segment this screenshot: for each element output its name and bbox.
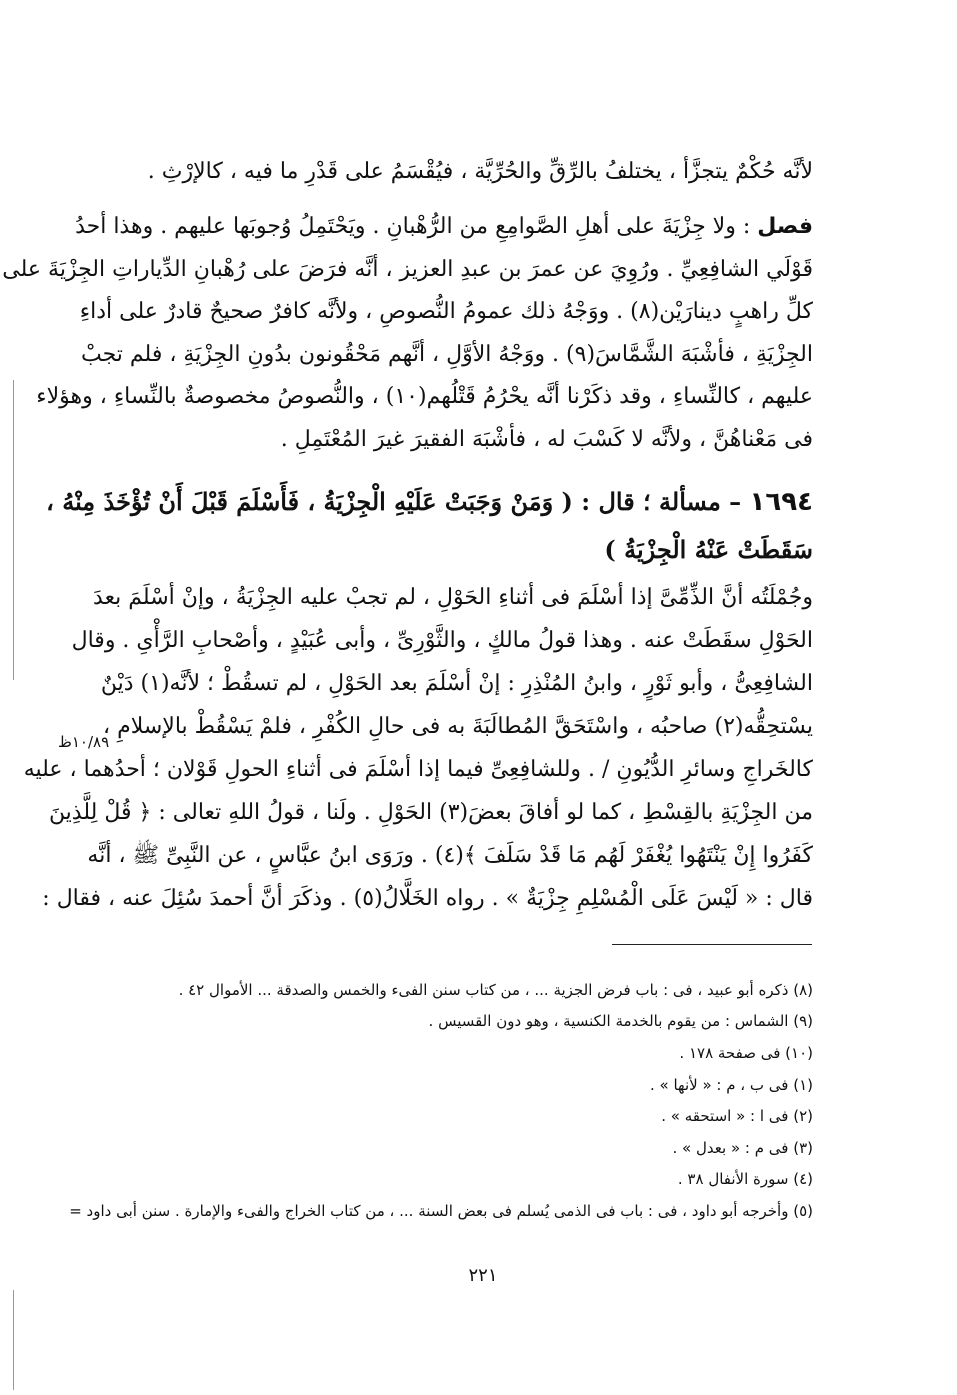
text-line: كَفَرُوا إِنْ يَنْتَهُوا يُغْفَرْ لَهُم مَا قَدْ سَلَفَ ﴾(٤) . ورَوَى ابنُ عبَّاسٍ ، عن النَّبِىِّ ﷺ ، أنَّه — [87, 842, 813, 868]
text-line: الشافِعِىُّ ، وأبو ثَوْرٍ ، وابنُ المُنْذِرِ : إنْ أسْلَمَ بعد الحَوْلِ ، لم تسقُطْ ؛ لأنَّه(١) دَيْنٌ — [100, 670, 813, 696]
text-line: يسْتحِقُّه(٢) صاحبُه ، واسْتَحَقَّ المُطالَبَةَ به فى حالِ الكُفْرِ ، فلمْ يَسْقُطْ بالإسلامِ ، — [103, 713, 813, 739]
text-line: الجِزْيَةِ ، فأشْبَهَ الشَّمَّاسَ(٩) . ووَجْهُ الأوَّلِ ، أنَّهم مَحْقُونون بدُونِ الجِزْيَةِ ، فلم تجبْ — [80, 341, 813, 367]
issue-number: ١٦٩٤ — [749, 487, 813, 517]
footnote: (٣) فى م : « بعدل » . — [672, 1138, 813, 1157]
footnote: (٨) ذكره أبو عبيد ، فى : باب فرض الجزية ... ، من كتاب سنن الفىء والخمس والصدقة ... الأموال ٤٢ . — [178, 980, 813, 999]
left-scan-edge — [13, 380, 14, 680]
text-line: كلِّ راهبٍ دينارَيْن(٨) . ووَجْهُ ذلك عمومُ النُّصوصِ ، ولأنَّه كافرٌ صحيحٌ قادرٌ على أداءِ — [79, 299, 813, 325]
masala-heading — [46, 478, 813, 574]
text-line: فى مَعْناهُنَّ ، ولأنَّه لا كَسْبَ له ، فأشْبَهَ الفقيرَ غيرَ المُعْتَمِلِ . — [280, 426, 813, 452]
paragraph-fasl — [2, 206, 813, 461]
text-line: قال : « لَيْسَ عَلَى الْمُسْلِمِ جِزْيَةٌ » . رواه الخَلَّالُ(٥) . وذكَرَ أنَّ أحمدَ سُئِلَ عنه ، فقال : — [42, 885, 813, 911]
heading-line — [46, 478, 813, 526]
page-number: ٢٢١ — [468, 1265, 498, 1286]
text-line: الحَوْلِ سقَطَتْ عنه . وهذا قولُ مالكٍ ، والثَّوْرِىِّ ، وأبى عُبَيْدٍ ، وأصْحابِ الرَّأْىِ . وقال — [71, 627, 813, 653]
text-span: : ولا جِزْيَةَ على أهلِ الصَّوامِعِ من الرُّهْبانِ . ويَحْتَمِلُ وُجوبَها عليهم . وهذا أحدُ — [75, 214, 751, 240]
text-line — [75, 206, 813, 249]
paragraph-1 — [145, 152, 813, 192]
footnote: (٥) وأخرجه أبو داود ، فى : باب فى الذمى يُسلم فى بعض السنة ... ، من كتاب الخراج والفىء والإمارة . سنن أبى داود = — [69, 1201, 813, 1220]
text-line: وجُمْلَتُه أنَّ الذِّمِّىَّ إذا أسْلَمَ فى أثناءِ الحَوْلِ ، لم تجبْ عليه الجِزْيَةُ ، وإنْ أسْلَمَ بعدَ — [93, 584, 813, 610]
footnote: (١٠) فى صفحة ١٧٨ . — [679, 1043, 813, 1062]
footnote: (٩) الشماس : من يقوم بالخدمة الكنسية ، وهو دون القسيس . — [428, 1012, 813, 1031]
footnote: (١) فى ب ، م : « لأنها » . — [650, 1075, 813, 1094]
text-line: لأنَّه حُكْمٌ يتجزَّأ ، يختلفُ بالرِّقِّ والحُرِّيَّة ، فيُقْسَمُ على قَدْرِ ما فيه ، كالإرْثِ . — [147, 159, 813, 184]
section-label: فصل — [757, 214, 813, 240]
footnote-divider — [612, 944, 812, 945]
text-line: عليهم ، كالنِّساءِ ، وقد ذكَرْنا أنَّه يحْرُمُ قَتْلُهم(١٠) ، والنُّصوصُ مخصوصةٌ بالنِّساءِ ، وهؤلاء — [36, 384, 813, 410]
text-line: كالخَراجِ وسائرِ الدُّيُونِ / . وللشافِعِىِّ فيما إذا أسْلَمَ فى أثناءِ الحولِ قَوْلان ؛ أحدُهما ، عليه — [23, 756, 813, 782]
manuscript-folio-note: ١٠/٨٩ظ — [58, 733, 110, 751]
footnote: (٢) فى ا : « استحقه » . — [661, 1107, 813, 1126]
footnote: (٤) سورة الأنفال ٣٨ . — [677, 1170, 813, 1189]
text-line: من الجِزْيَةِ بالقِسْطِ ، كما لو أفاقَ بعضَ(٣) الحَوْلِ . ولَنا ، قولُ اللهِ تعالى : ﴿ قُلْ لِلَّذِينَ — [48, 799, 813, 825]
left-scan-edge — [13, 1290, 14, 1390]
heading-text: – مسألة ؛ قال : ( وَمَنْ وَجَبَتْ عَلَيْهِ الْجِزْيَةُ ، فَأَسْلَمَ قَبْلَ أَنْ تُؤْخَذَ مِنْهُ ، — [46, 487, 742, 516]
footnotes — [69, 974, 813, 1227]
heading-line: سَقَطَتْ عَنْهُ الْجِزْيَةُ ) — [604, 535, 813, 564]
text-line: قَوْلَي الشافِعِيِّ . ورُوِيَ عن عمرَ بن عبدِ العزيز ، أنَّه فرَضَ على رُهْبانِ الدِّياراتِ الجِزْيَةَ على — [2, 256, 813, 282]
